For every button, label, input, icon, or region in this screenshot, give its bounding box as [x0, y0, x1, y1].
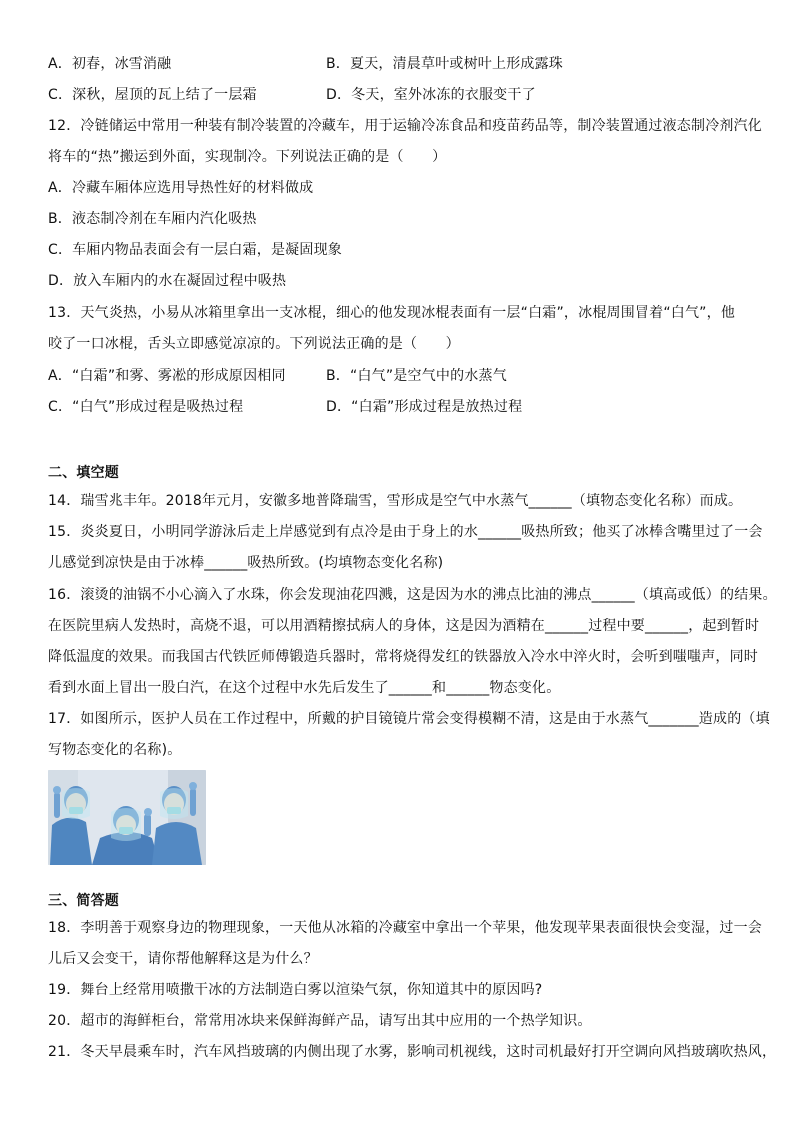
q13-option-c: C．“白气”形成过程是吸热过程 [48, 399, 244, 415]
q15-stem-line1: 15．炎炎夏日，小明同学游泳后走上岸感觉到有点冷是由于身上的水______吸热所致；他买了冰棒含嘴里过了一会 [48, 524, 763, 540]
q15-stem-line2: 儿感觉到凉快是由于冰棒______吸热所致。(均填物态变化名称) [48, 555, 444, 571]
q11-option-a: A．初春，冰雪消融 [48, 56, 172, 72]
q21-stem-line1: 21．冬天早晨乘车时，汽车风挡玻璃的内侧出现了水雾，影响司机视线，这时司机最好打开空调向风挡玻璃吹热风， [48, 1044, 777, 1060]
q20-stem-line1: 20．超市的海鲜柜台，常常用冰块来保鲜海鲜产品，请写出其中应用的一个热学知识。 [48, 1013, 592, 1029]
q18-stem-line1: 18．李明善于观察身边的物理现象，一天他从冰箱的冷藏室中拿出一个苹果，他发现苹果表面很快会变湿，过一会 [48, 920, 763, 936]
q16-stem-line2: 在医院里病人发热时，高烧不退，可以用酒精擦拭病人的身体，这是因为酒精在______过程中要______，起到暂时 [48, 618, 760, 634]
q17-stem-line2: 写物态变化的名称)。 [48, 742, 182, 758]
q12-stem-line2: 将车的“热”搬运到外面，实现制冷。下列说法正确的是（ ） [48, 149, 447, 165]
q18-stem-line2: 儿后又会变干，请你帮他解释这是为什么？ [48, 951, 318, 967]
q13-option-a: A．“白霜”和雾、雾凇的形成原因相同 [48, 368, 286, 384]
q16-stem-line1: 16．滚烫的油锅不小心滴入了水珠，你会发现油花四溅，这是因为水的沸点比油的沸点______（填高或低）的结果。 [48, 587, 777, 603]
q11-option-c: C．深秋，屋顶的瓦上结了一层霜 [48, 87, 257, 103]
q13-stem-line2: 咬了一口冰棍，舌头立即感觉凉凉的。下列说法正确的是（ ） [48, 336, 460, 352]
q11-option-d: D．冬天，室外冰冻的衣服变干了 [326, 87, 536, 103]
q17-stem-line1: 17．如图所示，医护人员在工作过程中，所戴的护目镜镜片常会变得模糊不清，这是由于水蒸气_______造成的（填 [48, 711, 770, 727]
q13-option-d: D．“白霜”形成过程是放热过程 [326, 399, 523, 415]
q12-option-c: C．车厢内物品表面会有一层白霜，是凝固现象 [48, 242, 342, 258]
q16-stem-line4: 看到水面上冒出一股白汽，在这个过程中水先后发生了______和______物态变化。 [48, 680, 561, 696]
section-title-fill-in: 二、填空题 [48, 465, 119, 481]
q16-stem-line3: 降低温度的效果。而我国古代铁匠师傅锻造兵器时，常将烧得发红的铁器放入冷水中淬火时，会听到嗤嗤声，同时 [48, 649, 758, 665]
medical-staff-photo [48, 770, 206, 865]
q13-option-b: B．“白气”是空气中的水蒸气 [326, 368, 507, 384]
q13-stem-line1: 13．天气炎热，小易从冰箱里拿出一支冰棍，细心的他发现冰棍表面有一层“白霜”，冰棍周围冒着“白气”，他 [48, 305, 736, 321]
q19-stem-line1: 19．舞台上经常用喷撒干冰的方法制造白雾以渲染气氛，你知道其中的原因吗? [48, 982, 543, 998]
q12-option-b: B．液态制冷剂在车厢内汽化吸热 [48, 211, 257, 227]
q11-option-b: B．夏天，清晨草叶或树叶上形成露珠 [326, 56, 564, 72]
q12-option-d: D．放入车厢内的水在凝固过程中吸热 [48, 273, 287, 289]
q12-option-a: A．冷藏车厢体应选用导热性好的材料做成 [48, 180, 314, 196]
q12-stem-line1: 12．冷链储运中常用一种装有制冷装置的冷藏车，用于运输冷冻食品和疫苗药品等，制冷装置通过液态制冷剂汽化 [48, 118, 763, 134]
section-title-short-answer: 三、简答题 [48, 893, 119, 909]
q14-stem-line1: 14．瑞雪兆丰年。2018年元月，安徽多地普降瑞雪，雪形成是空气中水蒸气______（填物态变化名称）而成。 [48, 493, 743, 509]
